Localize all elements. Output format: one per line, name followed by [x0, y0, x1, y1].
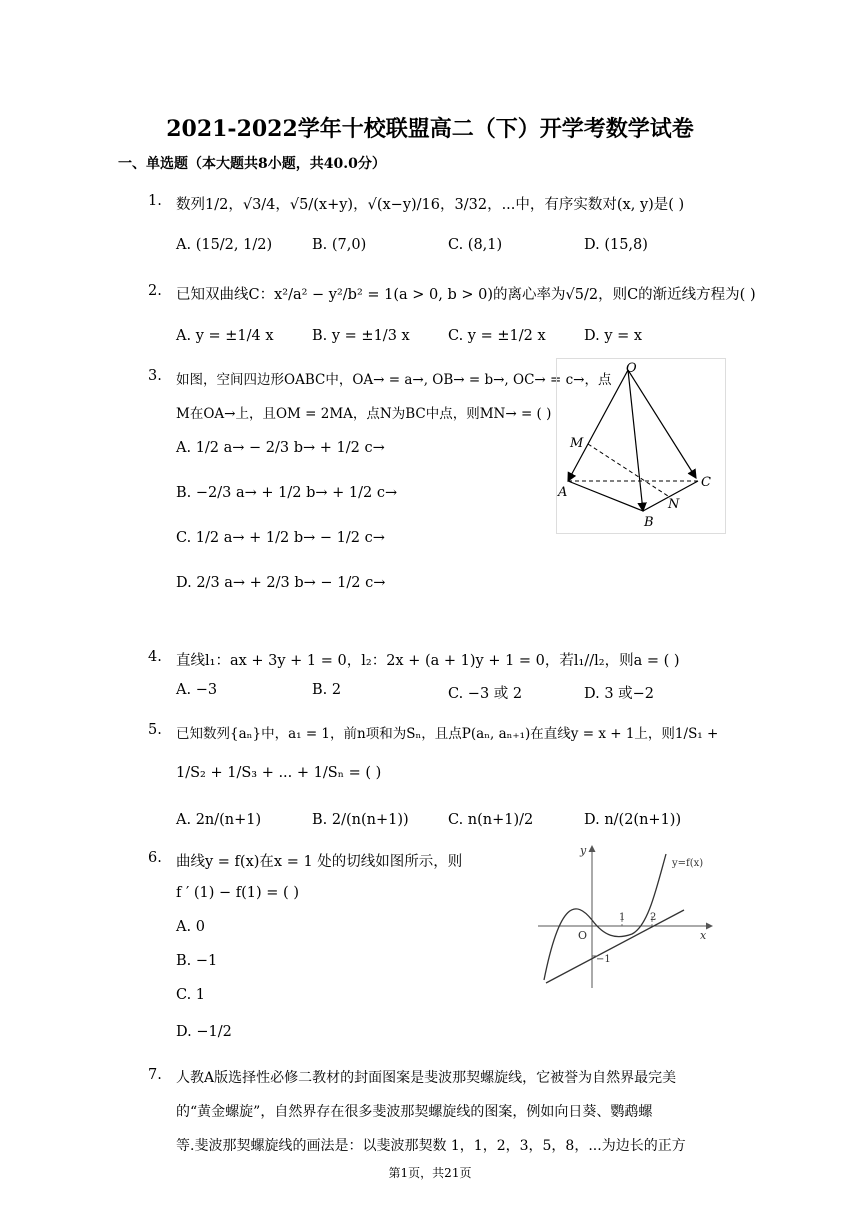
question-text: f ′ (1) − f(1) = ( ) — [176, 885, 299, 901]
option-d: D. (15,8) — [584, 237, 648, 253]
option-b: B. −1 — [176, 953, 218, 969]
label-c: C — [701, 475, 711, 490]
option-d: D. 2/3 a→ + 2/3 b→ − 1/2 c→ — [176, 575, 386, 591]
option-b: B. (7,0) — [312, 237, 367, 253]
option-b: B. −2/3 a→ + 1/2 b→ + 1/2 c→ — [176, 485, 398, 501]
option-a: A. −3 — [176, 682, 218, 698]
page-footer: 第1页，共21页 — [388, 1166, 472, 1180]
label-tick-2: 2 — [650, 912, 657, 923]
question-text: 曲线y = f(x)在x = 1 处的切线如图所示，则 — [176, 854, 463, 870]
label-a: A — [558, 485, 568, 500]
option-c: C. 1 — [176, 987, 206, 1003]
question-text: 1/S₂ + 1/S₃ + ... + 1/Sₙ = ( ) — [176, 765, 382, 781]
question-text: 直线l₁：ax + 3y + 1 = 0，l₂：2x + (a + 1)y + 1 = 0，若l₁//l₂，则a = ( ) — [176, 653, 680, 669]
option-d: D. −1/2 — [176, 1024, 232, 1040]
option-d: D. n/(2(n+1)) — [584, 812, 682, 828]
option-a: A. 1/2 a→ − 2/3 b→ + 1/2 c→ — [176, 440, 385, 456]
question-number: 4. — [148, 649, 162, 665]
option-c: C. 1/2 a→ + 1/2 b→ − 1/2 c→ — [176, 530, 385, 546]
label-x: x — [700, 929, 707, 942]
option-a: A. (15/2, 1/2) — [176, 237, 273, 253]
question-text: 已知双曲线C：x²/a² − y²/b² = 1(a > 0, b > 0)的离心率为√5/2，则C的渐近线方程为( ) — [176, 287, 756, 303]
question-number: 6. — [148, 850, 162, 866]
option-b: B. 2 — [312, 682, 342, 698]
label-curve: y=f(x) — [672, 858, 704, 869]
question-text: 已知数列{aₙ}中，a₁ = 1，前n项和为Sₙ，且点P(aₙ, aₙ₊₁)在直线y = x + 1上，则1/S₁ + — [176, 726, 719, 742]
option-c: C. y = ±1/2 x — [448, 328, 546, 344]
label-n: N — [668, 497, 680, 512]
option-c: C. n(n+1)/2 — [448, 812, 534, 828]
tetrahedron-figure — [556, 358, 726, 534]
option-b: B. 2/(n(n+1)) — [312, 812, 409, 828]
tangent-line-figure — [532, 840, 718, 990]
question-text: 的“黄金螺旋”，自然界存在很多斐波那契螺旋线的图案，例如向日葵、鹦鹉螺 — [176, 1104, 653, 1120]
option-a: A. 0 — [176, 919, 205, 935]
question-number: 3. — [148, 368, 162, 384]
option-a: A. 2n/(n+1) — [176, 812, 262, 828]
option-d: D. y = x — [584, 328, 643, 344]
label-y: y — [580, 844, 587, 857]
option-a: A. y = ±1/4 x — [176, 328, 274, 344]
label-o: O — [626, 361, 637, 376]
question-number: 7. — [148, 1067, 162, 1083]
label-m: M — [570, 436, 584, 451]
page-title: 2021-2022学年十校联盟高二（下）开学考数学试卷 — [166, 116, 694, 142]
label-tick-1: 1 — [619, 912, 626, 923]
label-minus-1: −1 — [596, 954, 611, 965]
question-number: 5. — [148, 722, 162, 738]
question-text: 人教A版选择性必修二教材的封面图案是斐波那契螺旋线，它被誉为自然界最完美 — [176, 1070, 677, 1086]
section-heading: 一、单选题（本大题共8小题，共40.0分） — [118, 156, 386, 172]
option-c: C. (8,1) — [448, 237, 503, 253]
option-c: C. −3 或 2 — [448, 686, 523, 702]
option-b: B. y = ±1/3 x — [312, 328, 410, 344]
label-b: B — [644, 515, 654, 530]
label-origin: O — [578, 929, 588, 942]
question-number: 1. — [148, 193, 162, 209]
question-text: 数列1/2，√3/4，√5/(x+y)，√(x−y)/16，3/32，...中，有序实数对(x, y)是( ) — [176, 197, 685, 213]
option-d: D. 3 或−2 — [584, 686, 655, 702]
question-number: 2. — [148, 283, 162, 299]
question-text: 等.斐波那契螺旋线的画法是：以斐波那契数 1，1，2，3，5，8，...为边长的正方 — [176, 1138, 686, 1154]
question-text: M在OA→上，且OM = 2MA，点N为BC中点，则MN→ = ( ) — [176, 406, 552, 422]
question-text: 如图，空间四边形OABC中，OA→ = a→, OB→ = b→, OC→ = c→，点 — [176, 372, 612, 388]
